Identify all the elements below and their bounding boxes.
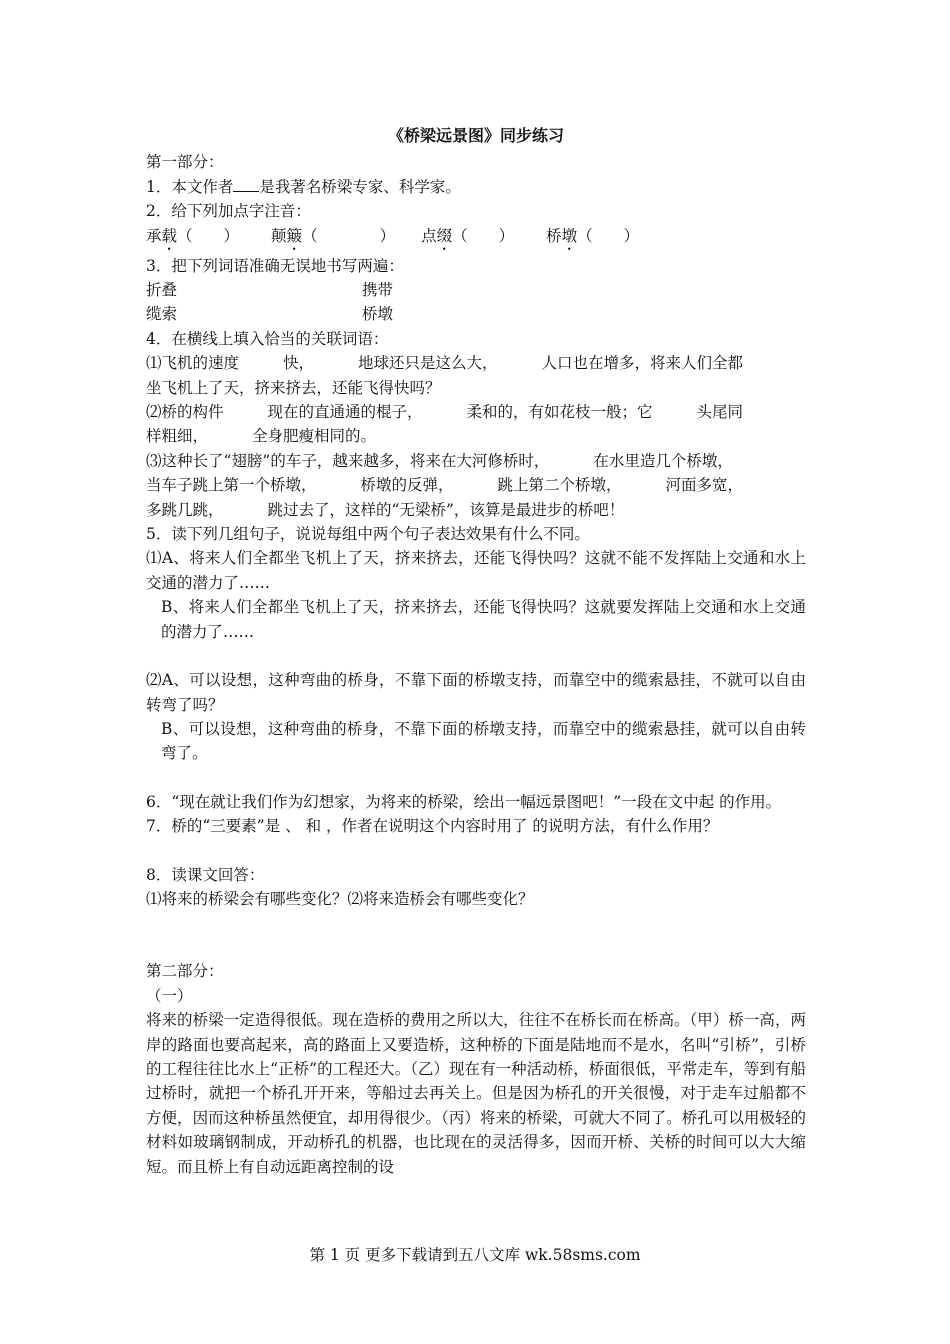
question-4-sentence-3-end: 多跳几跳， 跳过去了，这样的“无梁桥”，该算是最进步的桥吧！ — [146, 500, 625, 519]
question-4-sentence-1-cont: 坐飞机上了天，挤来挤去，还能飞得快吗？ — [146, 378, 441, 397]
question-2-label: 2．给下列加点字注音： — [146, 202, 311, 221]
question-4-sentence-2-cont: 样粗细， 全身肥瘦相同的。 — [146, 427, 377, 446]
word: 桥墩 — [362, 305, 394, 324]
pinyin-item: 承载（ ） — [146, 226, 240, 245]
question-4-sentence-3-cont: 当车子跳上第一个桥墩， 桥墩的反弹， 跳上第二个桥墩， 河面多宽， — [146, 476, 744, 495]
page-footer: 第 1 页 更多下载请到五八文库 wk.58sms.com — [309, 1246, 641, 1264]
question-7: 7．桥的“三要素”是 、 和 ，作者在说明这个内容时用了 的说明方法，有什么作用？ — [146, 817, 719, 836]
question-2-items — [146, 224, 806, 254]
question-3-label: 3．把下列词语准确无误地书写两遍： — [146, 256, 404, 275]
question-8-label: 8．读课文回答： — [146, 865, 265, 884]
question-5-label: 5．读下列几组句子，说说每组中两个句子表达效果有什么不同。 — [146, 525, 590, 544]
answer-blank — [233, 177, 259, 192]
word: 折叠 — [146, 281, 178, 300]
pinyin-item: 颠簸（ ） — [271, 226, 396, 245]
document-body — [146, 124, 806, 1179]
part2-heading: 第二部分： — [146, 962, 224, 981]
question-5-group-2-b: B、可以设想，这种弯曲的桥身，不靠下面的桥墩支持，而靠空中的缆索悬挂，就可以自由转弯了。 — [161, 719, 806, 763]
question-4-sentence-3: ⑶这种长了“翅膀”的车子，越来越多，将来在大河修桥时， 在水里造几个桥墩， — [146, 451, 733, 470]
word: 携带 — [362, 281, 394, 300]
word: 缆索 — [146, 305, 178, 324]
part2-subheading: （一） — [146, 986, 193, 1005]
document-title: 《桥梁远景图》同步练习 — [387, 126, 564, 145]
question-4-label: 4．在横线上填入恰当的关联词语： — [146, 329, 389, 348]
question-8-text: ⑴将来的桥梁会有哪些变化？⑵将来造桥会有哪些变化？ — [146, 889, 534, 908]
question-1 — [146, 175, 806, 199]
question-1-pre: 1．本文作者 — [146, 177, 234, 196]
question-1-post: 是我著名桥梁专家、科学家。 — [259, 177, 461, 196]
part1-heading: 第一部分： — [146, 153, 224, 172]
question-4-sentence-2: ⑵桥的构件 现在的直通通的棍子， 柔和的，有如花枝一般；它 头尾同 — [146, 403, 744, 422]
pinyin-item: 点缀（ ） — [421, 226, 515, 245]
word-row — [146, 302, 806, 326]
question-5-group-1-a: ⑴A、将来人们全都坐飞机上了天，挤来挤去，还能飞得快吗？这就不能不发挥陆上交通和水上交通的潜力了…… — [146, 549, 806, 592]
question-5-group-2-a: ⑵A、可以设想，这种弯曲的桥身，不靠下面的桥墩支持，而靠空中的缆索悬挂，不就可以自由转弯了吗？ — [146, 671, 806, 714]
question-5-group-1-b: B、将来人们全都坐飞机上了天，挤来挤去，还能飞得快吗？这就要发挥陆上交通和水上交通的潜力了…… — [161, 598, 806, 641]
question-6: 6．“现在就让我们作为幻想家，为将来的桥梁，绘出一幅远景图吧！”一段在文中起 的作用。 — [146, 792, 782, 811]
question-4-sentence-1: ⑴飞机的速度 快， 地球还只是这么大， 人口也在增多，将来人们全都 — [146, 354, 744, 373]
pinyin-item: 桥墩（ ） — [546, 226, 640, 245]
reading-passage: 将来的桥梁一定造得很低。现在造桥的费用之所以大，往往不在桥长而在桥高。（甲）桥一高，两岸的路面也要高起来，高的路面上又要造桥，这种桥的下面是陆地而不是水，名叫“引桥”，引桥的工程往往比水上“正桥”的工程还大。（乙）现在有一种活动桥，桥面很低，平常走车，等到有船过桥时，就把一个桥孔开开来，等船过去再关上。但是因为桥孔的开关很慢，对于走车过船都不方便，因而这种桥虽然便宜，却用得很少。（丙）将来的桥梁，可就大不同了。桥孔可以用极轻的材料如玻璃钢制成，开动桥孔的机器，也比现在的灵活得多，因而开桥、关桥的时间可以大大缩短。而且桥上有自动远距离控制的设 — [146, 1011, 806, 1176]
word-row — [146, 278, 806, 302]
